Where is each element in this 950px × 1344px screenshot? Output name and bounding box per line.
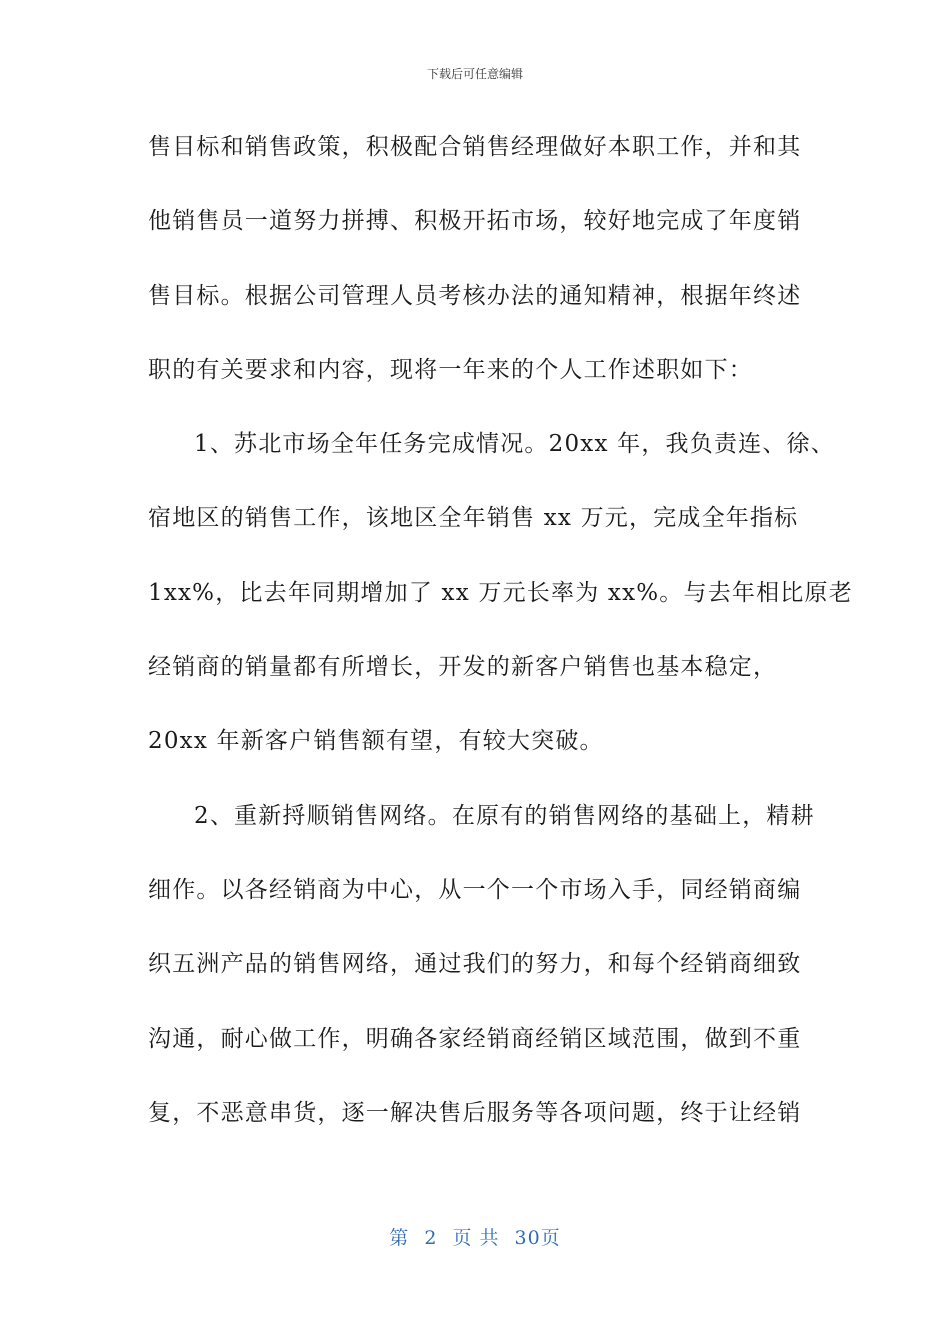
paragraph-line: 售目标和销售政策，积极配合销售经理做好本职工作，并和其 bbox=[148, 134, 802, 160]
page-prefix: 第 bbox=[389, 1227, 410, 1249]
paragraph-line: 1xx%，比去年同期增加了 xx 万元长率为 xx%。与去年相比原老 bbox=[148, 579, 853, 606]
paragraph-line: 沟通，耐心做工作，明确各家经销商经销区域范围，做到不重 bbox=[148, 1025, 802, 1052]
paragraph-line: 细作。以各经销商为中心，从一个一个市场入手，同经销商编 bbox=[148, 876, 802, 903]
page-number-footer bbox=[0, 1226, 950, 1250]
header-note: 下载后可任意编辑 bbox=[426, 67, 523, 81]
paragraph-line: 他销售员一道努力拼搏、积极开拓市场，较好地完成了年度销 bbox=[148, 208, 802, 235]
paragraph-line: 复，不恶意串货，逐一解决售后服务等各项问题，终于让经销 bbox=[148, 1099, 802, 1126]
paragraph-line: 1、苏北市场全年任务完成情况。20xx 年，我负责连、徐、 bbox=[194, 431, 835, 458]
paragraph-line: 售目标。根据公司管理人员考核办法的通知精神，根据年终述 bbox=[148, 282, 802, 309]
paragraph-line: 职的有关要求和内容，现将一年来的个人工作述职如下： bbox=[148, 356, 753, 383]
paragraph-line: 织五洲产品的销售网络，通过我们的努力，和每个经销商细致 bbox=[148, 951, 802, 978]
paragraph-line: 宿地区的销售工作，该地区全年销售 xx 万元，完成全年指标 bbox=[148, 505, 799, 532]
paragraph-line: 2、重新捋顺销售网络。在原有的销售网络的基础上，精耕 bbox=[194, 802, 815, 829]
document-body bbox=[148, 120, 853, 1160]
total-pages: 30页 bbox=[514, 1227, 561, 1249]
paragraph-line: 20xx 年新客户销售额有望，有较大突破。 bbox=[148, 728, 604, 755]
current-page-number: 2 bbox=[424, 1227, 438, 1249]
paragraph-line: 经销商的销量都有所增长，开发的新客户销售也基本稳定， bbox=[148, 654, 778, 681]
page-middle-text: 页 共 bbox=[452, 1227, 500, 1249]
